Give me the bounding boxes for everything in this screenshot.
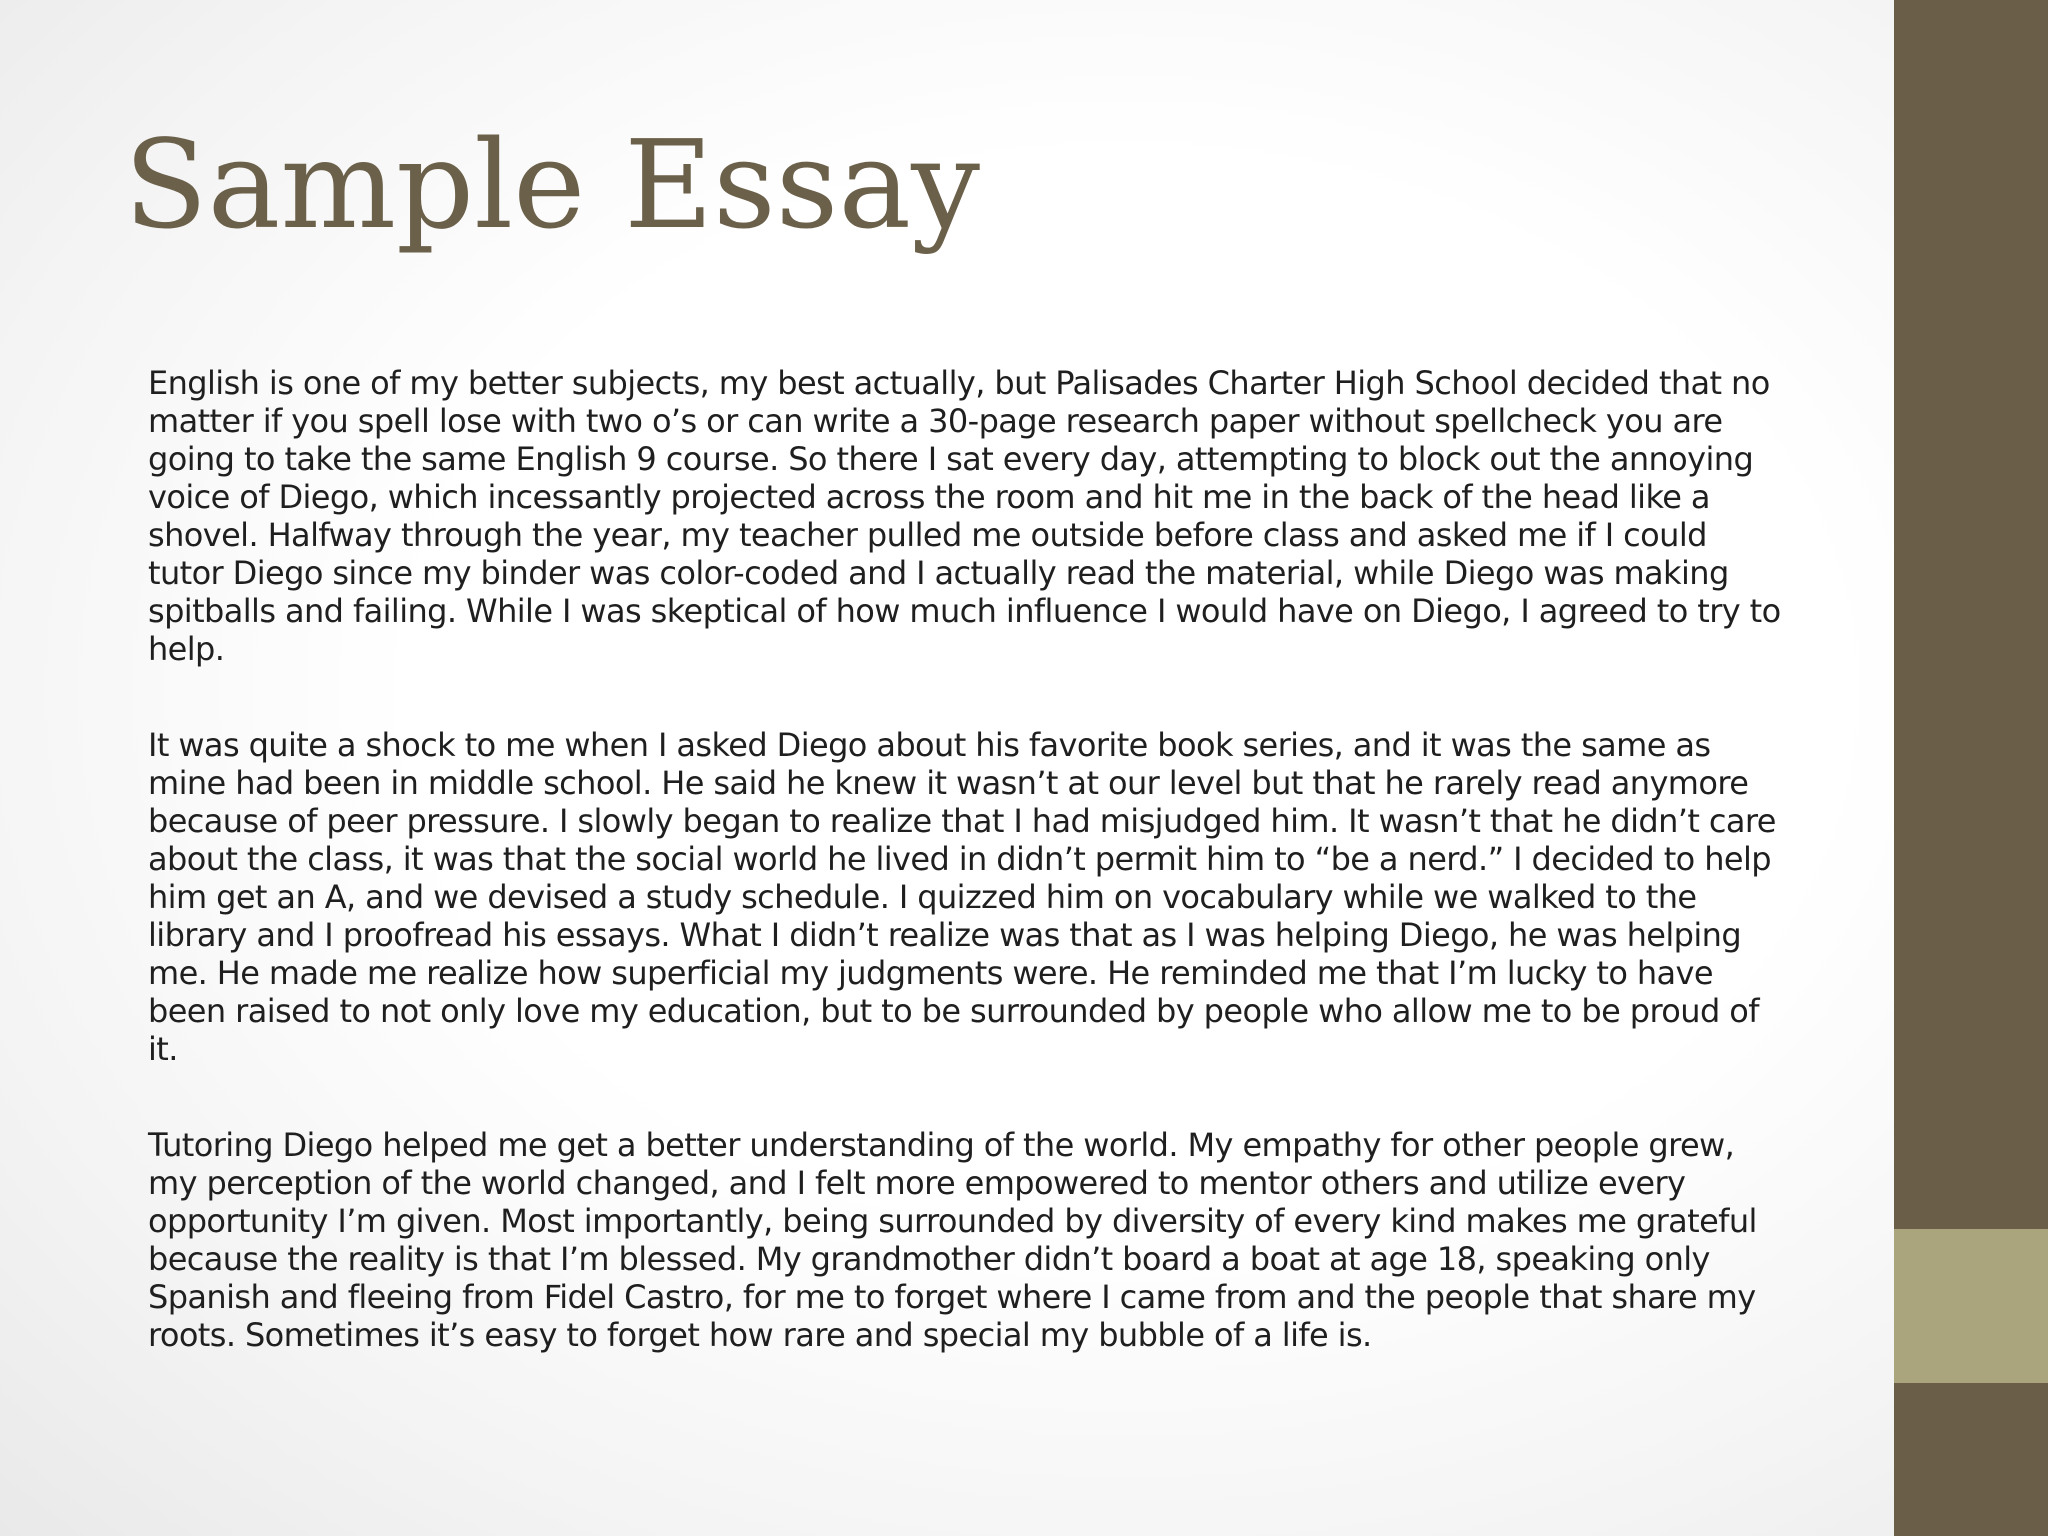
essay-paragraph-2: It was quite a shock to me when I asked Diego about his favorite book series, and it was the same as mine had been in middle school. He said he knew it wasn’t at our level but that he rarely read anymore because of peer pressure. I slowly began to realize that I had misjudged him. It wasn’t that he didn’t care about the class, it was that the social world he lived in didn’t permit him to “be a nerd.” I decided to help him get an A, and we devised a study schedule. I quizzed him on vocabulary while we walked to the library and I proofread his essays. What I didn’t realize was that as I was helping Diego, he was helping me. He made me realize how superficial my judgments were. He reminded me that I’m lucky to have been raised to not only love my education, but to be surrounded by people who allow me to be proud of it. [148, 726, 1776, 1068]
essay-paragraph-3: Tutoring Diego helped me get a better understanding of the world. My empathy for other people grew, my perception of the world changed, and I felt more empowered to mentor others and utilize every opportunity I’m given. Most importantly, being surrounded by diversity of every kind makes me grateful because the reality is that I’m blessed. My grandmother didn’t board a boat at age 18, speaking only Spanish and fleeing from Fidel Castro, for me to forget where I came from and the people that share my roots. Sometimes it’s easy to forget how rare and special my bubble of a life is. [148, 1126, 1757, 1354]
essay-paragraph-1: English is one of my better subjects, my best actually, but Palisades Charter High School decided that no matter if you spell lose with two o’s or can write a 30-page research paper without spellcheck you are going to take the same English 9 course. So there I sat every day, attempting to block out the annoying voice of Diego, which incessantly projected across the room and hit me in the back of the head like a shovel. Halfway through the year, my teacher pulled me outside before class and asked me if I could tutor Diego since my binder was color-coded and I actually read the material, while Diego was making spitballs and failing. While I was skeptical of how much influence I would have on Diego, I agreed to try to help. [148, 364, 1781, 668]
slide-title: Sample Essay [124, 114, 981, 256]
essay-body [148, 364, 1788, 1354]
decorative-sidebar [1894, 0, 2048, 1536]
sidebar-accent-block [1894, 1229, 2048, 1383]
